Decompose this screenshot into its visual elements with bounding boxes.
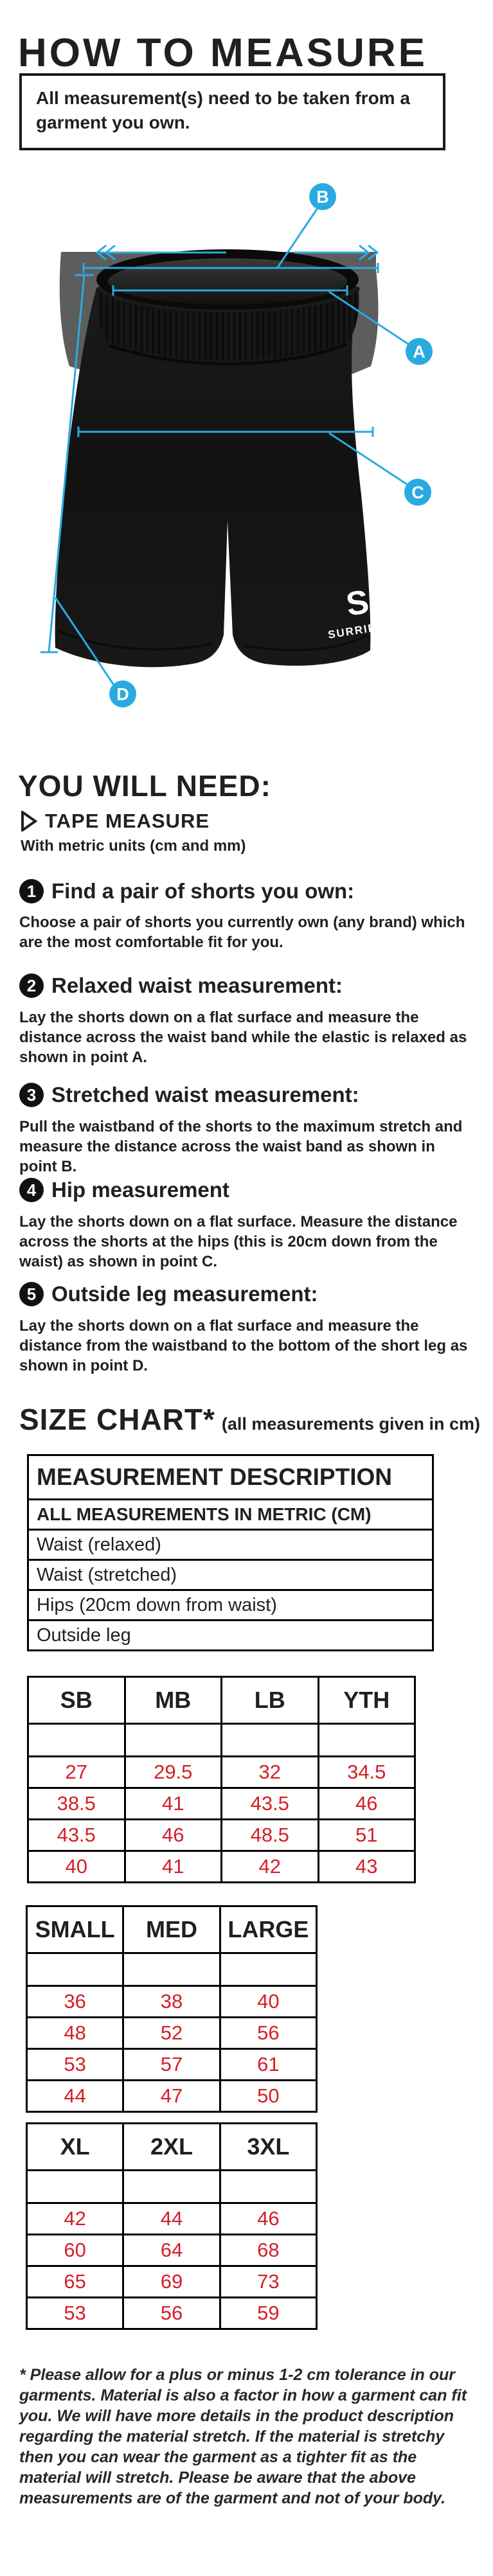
waist-opening-inside (108, 258, 347, 305)
size-cell: 42 (222, 1851, 319, 1883)
step-3-number-badge: 3 (19, 1083, 44, 1107)
size-cell: 51 (318, 1820, 415, 1851)
table-row (28, 1851, 415, 1883)
table-row (28, 1621, 433, 1651)
point-marker-b (309, 183, 336, 210)
step-3-body: Pull the waistband of the shorts to the maximum stretch and measure the distance across the waist band as shown in point B. (19, 1118, 463, 1175)
table-row (27, 1906, 317, 1953)
size-cell: 40 (28, 1851, 125, 1883)
size-cell: 43.5 (28, 1820, 125, 1851)
size-cell (125, 1724, 222, 1757)
size-cell: 44 (27, 2081, 123, 2112)
tape-measure-label: TAPE MEASURE (45, 810, 210, 832)
step-1-body: Choose a pair of shorts you currently own (any brand) which are the most comfortable fit for you. (19, 914, 465, 951)
shorts-illustration (55, 249, 397, 667)
size-cell: 40 (220, 1986, 316, 2018)
size-cell: 68 (220, 2235, 316, 2266)
size-cell: 50 (220, 2081, 316, 2112)
table-row (27, 1986, 317, 2018)
point-marker-c (404, 479, 431, 506)
size-cell: 42 (27, 2203, 123, 2235)
step-5-heading (19, 1282, 318, 1306)
size-cell: 46 (318, 1788, 415, 1820)
table-row (28, 1757, 415, 1788)
size-cell: 56 (220, 2018, 316, 2049)
notice-text: All measurement(s) need to be taken from a garment you own. (36, 88, 410, 132)
measurement-table-subheader: ALL MEASUREMENTS IN METRIC (CM) (28, 1500, 433, 1530)
size-column-header: MB (125, 1677, 222, 1724)
size-cell: 64 (123, 2235, 220, 2266)
table-row (27, 2235, 317, 2266)
step-3-title: Stretched waist measurement: (51, 1083, 359, 1106)
play-triangle-icon (21, 811, 37, 831)
size-cell: 48.5 (222, 1820, 319, 1851)
size-cell: 46 (220, 2203, 316, 2235)
table-row (28, 1724, 415, 1757)
tape-measure-item (21, 810, 210, 833)
brand-logo-name: SURRIDGE (327, 618, 397, 641)
step-2-number-badge: 2 (19, 973, 44, 998)
size-chart-heading (19, 1402, 480, 1437)
size-cell (220, 2171, 316, 2203)
measurement-table-header: MEASUREMENT DESCRIPTION (28, 1455, 433, 1500)
size-cell (123, 2171, 220, 2203)
size-cell (27, 2171, 123, 2203)
measurement-label: Waist (stretched) (28, 1560, 433, 1590)
brand-logo-mark: S (343, 583, 372, 624)
size-cell: 61 (220, 2049, 316, 2081)
size-column-header: YTH (318, 1677, 415, 1724)
point-marker-a (406, 338, 433, 365)
tolerance-disclaimer: * Please allow for a plus or minus 1-2 cm tolerance in our garments. Material is also a factor in how a garment can fit you. We will have more details in the product description regarding the material stretch. If the material is stretchy then you can wear the garment as a tighter fit as the material will stretch. Please be aware that the above measurements are of the garment and not of your body. (19, 2366, 467, 2507)
size-cell (28, 1724, 125, 1757)
step-3-heading (19, 1083, 359, 1107)
size-table-xl (26, 2122, 318, 2330)
size-cell: 53 (27, 2049, 123, 2081)
size-cell: 36 (27, 1986, 123, 2018)
measurement-description-table (27, 1454, 434, 1651)
size-cell: 59 (220, 2298, 316, 2329)
size-cell: 56 (123, 2298, 220, 2329)
size-column-header: SMALL (27, 1906, 123, 1953)
size-cell: 44 (123, 2203, 220, 2235)
tape-measure-note: With metric units (cm and mm) (21, 837, 246, 855)
size-cell: 73 (220, 2266, 316, 2298)
size-cell: 29.5 (125, 1757, 222, 1788)
table-row (28, 1530, 433, 1560)
size-cell: 48 (27, 2018, 123, 2049)
size-cell: 41 (125, 1851, 222, 1883)
size-cell: 38.5 (28, 1788, 125, 1820)
measurement-label: Hips (20cm down from waist) (28, 1590, 433, 1621)
size-table-adult (26, 1905, 318, 2113)
step-1-title: Find a pair of shorts you own: (51, 879, 355, 903)
step-2-title: Relaxed waist measurement: (51, 973, 343, 997)
step-1-number-badge: 1 (19, 879, 44, 903)
table-row (27, 2049, 317, 2081)
svg-text:A: A (413, 342, 426, 362)
size-column-header: SB (28, 1677, 125, 1724)
size-column-header: 3XL (220, 2124, 316, 2171)
size-chart-note: (all measurements given in cm) (221, 1414, 481, 1434)
table-row (27, 2171, 317, 2203)
size-cell: 32 (222, 1757, 319, 1788)
size-cell: 57 (123, 2049, 220, 2081)
table-row (28, 1590, 433, 1621)
table-row (27, 2266, 317, 2298)
step-4-heading (19, 1178, 229, 1202)
step-4-body: Lay the shorts down on a flat surface. Measure the distance across the shorts at the hips (this is 20cm down from the waist) as shown in point C. (19, 1213, 458, 1270)
point-marker-d (109, 680, 136, 707)
size-cell: 52 (123, 2018, 220, 2049)
page-title: HOW TO MEASURE (18, 30, 427, 75)
size-cell: 34.5 (318, 1757, 415, 1788)
size-cell: 27 (28, 1757, 125, 1788)
shorts-measurement-diagram (0, 173, 493, 739)
step-1-heading (19, 879, 354, 903)
table-row (27, 2124, 317, 2171)
notice-box (19, 73, 445, 150)
table-row (27, 2018, 317, 2049)
size-cell: 43.5 (222, 1788, 319, 1820)
size-cell: 47 (123, 2081, 220, 2112)
measurement-label: Waist (relaxed) (28, 1530, 433, 1560)
size-cell: 65 (27, 2266, 123, 2298)
table-row (27, 2203, 317, 2235)
size-cell: 38 (123, 1986, 220, 2018)
table-row (28, 1788, 415, 1820)
table-row (28, 1560, 433, 1590)
table-row (28, 1820, 415, 1851)
table-row (28, 1455, 433, 1500)
size-cell (220, 1953, 316, 1986)
table-row (27, 1953, 317, 1986)
size-cell (123, 1953, 220, 1986)
svg-text:B: B (316, 187, 329, 207)
table-row (27, 2081, 317, 2112)
step-5-title: Outside leg measurement: (51, 1282, 318, 1306)
size-column-header: MED (123, 1906, 220, 1953)
table-row (28, 1677, 415, 1724)
step-5-number-badge: 5 (19, 1282, 44, 1306)
svg-text:C: C (411, 483, 424, 502)
step-4-number-badge: 4 (19, 1178, 44, 1202)
table-row (28, 1500, 433, 1530)
size-cell: 60 (27, 2235, 123, 2266)
step-4-title: Hip measurement (51, 1178, 229, 1202)
size-cell (318, 1724, 415, 1757)
table-row (27, 2298, 317, 2329)
measurement-label: Outside leg (28, 1621, 433, 1651)
size-table-junior (27, 1676, 416, 1883)
size-cell: 53 (27, 2298, 123, 2329)
size-column-header: XL (27, 2124, 123, 2171)
step-2-body: Lay the shorts down on a flat surface and measure the distance across the waist band while the elastic is relaxed as shown in point A. (19, 1009, 467, 1066)
size-column-header: 2XL (123, 2124, 220, 2171)
size-cell (222, 1724, 319, 1757)
size-column-header: LB (222, 1677, 319, 1724)
size-column-header: LARGE (220, 1906, 316, 1953)
step-2-heading (19, 973, 343, 998)
size-cell: 46 (125, 1820, 222, 1851)
you-will-need-heading: YOU WILL NEED: (18, 769, 271, 803)
size-cell: 41 (125, 1788, 222, 1820)
svg-text:D: D (116, 684, 129, 704)
size-cell: 69 (123, 2266, 220, 2298)
size-chart-title: SIZE CHART* (19, 1403, 215, 1436)
size-cell (27, 1953, 123, 1986)
size-cell: 43 (318, 1851, 415, 1883)
step-5-body: Lay the shorts down on a flat surface and measure the distance from the waistband to the bottom of the short leg as shown in point D. (19, 1317, 468, 1374)
